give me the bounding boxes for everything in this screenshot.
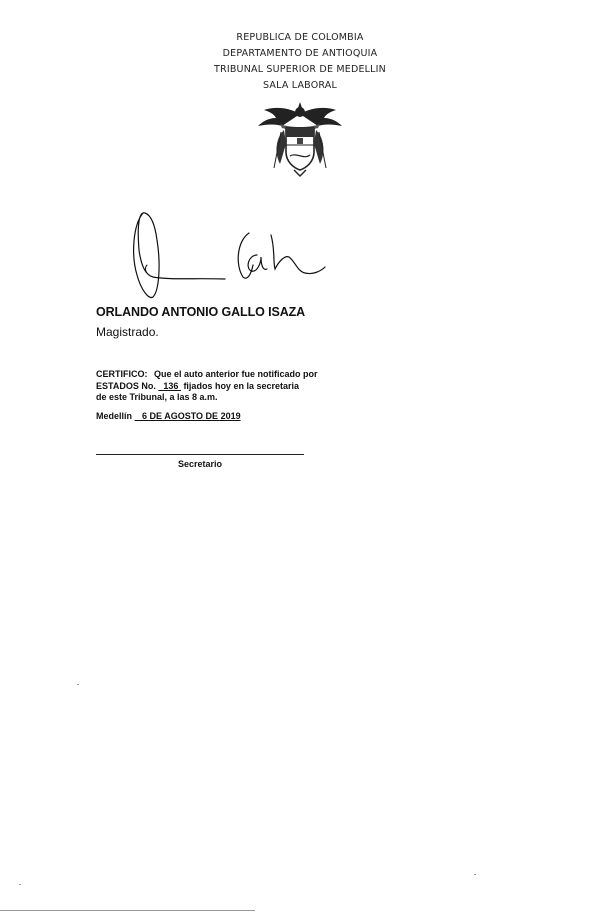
- certification-line-2: [96, 381, 326, 393]
- certification-line-1: [96, 369, 326, 381]
- scan-speck: [474, 874, 476, 875]
- magistrate-title: Magistrado.: [96, 325, 159, 339]
- certification-text-1: Que el auto anterior fue notificado por: [154, 369, 318, 379]
- magistrate-name: ORLANDO ANTONIO GALLO ISAZA: [96, 305, 306, 319]
- date-value: 6 DE AGOSTO DE 2019: [142, 411, 241, 421]
- estados-number: 136: [163, 380, 179, 391]
- certification-text-2: fijados hoy en la secretaria: [183, 380, 299, 391]
- page-bottom-edge: [0, 910, 255, 911]
- header-line-republic: REPUBLICA DE COLOMBIA: [236, 32, 364, 43]
- scan-speck: [77, 684, 79, 685]
- certification-paragraph: [96, 369, 326, 404]
- certification-line-3: de este Tribunal, a las 8 a.m.: [96, 392, 218, 402]
- header-line-department: DEPARTAMENTO DE ANTIOQUIA: [222, 48, 378, 59]
- estados-prefix: ESTADOS No.: [96, 380, 156, 391]
- date-city: Medellín: [96, 411, 133, 421]
- header-line-tribunal: TRIBUNAL SUPERIOR DE MEDELLIN: [214, 64, 386, 75]
- signature-line: [96, 454, 304, 455]
- secretary-label: Secretario: [177, 459, 223, 469]
- certification-label: CERTIFICO:: [96, 369, 148, 379]
- colombia-coat-of-arms-icon: [254, 100, 346, 178]
- scan-speck: [19, 884, 21, 885]
- date-line: [96, 411, 241, 421]
- court-header: [180, 30, 420, 94]
- header-line-chamber: SALA LABORAL: [263, 80, 337, 91]
- handwritten-signature: [125, 205, 335, 305]
